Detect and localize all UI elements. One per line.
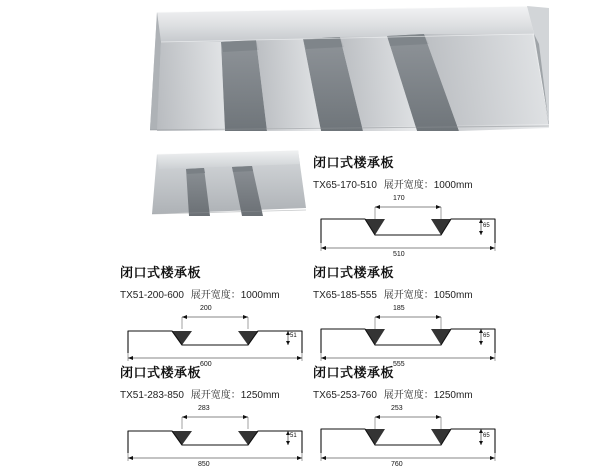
dim-top-value: 283	[198, 405, 210, 412]
panel-width-label: 展开宽度：1000mm	[383, 180, 473, 191]
profile-drawing	[120, 405, 310, 471]
panel-title: 闭口式楼承板	[313, 155, 395, 170]
panel-subtitle	[313, 386, 503, 401]
panel-width-label: 展开宽度：1000mm	[190, 290, 280, 301]
panel-title: 闭口式楼承板	[313, 265, 395, 280]
panel-subtitle	[313, 176, 503, 191]
dim-bottom-value: 555	[393, 361, 405, 368]
dim-bottom-value: 510	[393, 251, 405, 258]
deck-photo-small	[148, 148, 308, 218]
dim-top-value: 200	[200, 305, 212, 312]
dim-height-value: 65	[483, 333, 490, 339]
panel-title: 闭口式楼承板	[120, 265, 202, 280]
dim-bottom-value: 600	[200, 361, 212, 368]
dim-height-value: 65	[483, 223, 490, 229]
panel-title: 闭口式楼承板	[120, 365, 202, 380]
dim-top-value: 170	[393, 195, 405, 202]
panel-width-label: 展开宽度：1050mm	[383, 290, 473, 301]
panel-tx65-185-555	[313, 262, 503, 371]
panel-tx65-253-760	[313, 362, 503, 471]
deck-photo-large	[135, 4, 550, 132]
dim-top-value: 253	[391, 405, 403, 412]
dim-bottom-value: 760	[391, 461, 403, 468]
panel-model: TX51-283-850	[120, 390, 184, 401]
dim-height-value: 65	[483, 433, 490, 439]
panel-title: 闭口式楼承板	[313, 365, 395, 380]
panel-subtitle	[120, 286, 310, 301]
dim-bottom-value: 850	[198, 461, 210, 468]
panel-model: TX65-185-555	[313, 290, 377, 301]
panel-model: TX65-170-510	[313, 180, 377, 191]
dim-top-value: 185	[393, 305, 405, 312]
profile-drawing	[313, 195, 503, 261]
panel-tx51-200-600	[120, 262, 310, 371]
panel-model: TX65-253-760	[313, 390, 377, 401]
panel-subtitle	[313, 286, 503, 301]
panel-width-label: 展开宽度：1250mm	[383, 390, 473, 401]
dim-height-value: 51	[290, 333, 297, 339]
panel-subtitle	[120, 386, 310, 401]
panel-tx51-283-850	[120, 362, 310, 471]
dim-height-value: 51	[290, 433, 297, 439]
panel-model: TX51-200-600	[120, 290, 184, 301]
panel-width-label: 展开宽度：1250mm	[190, 390, 280, 401]
profile-drawing	[313, 405, 503, 471]
panel-tx65-170-510	[313, 152, 503, 261]
